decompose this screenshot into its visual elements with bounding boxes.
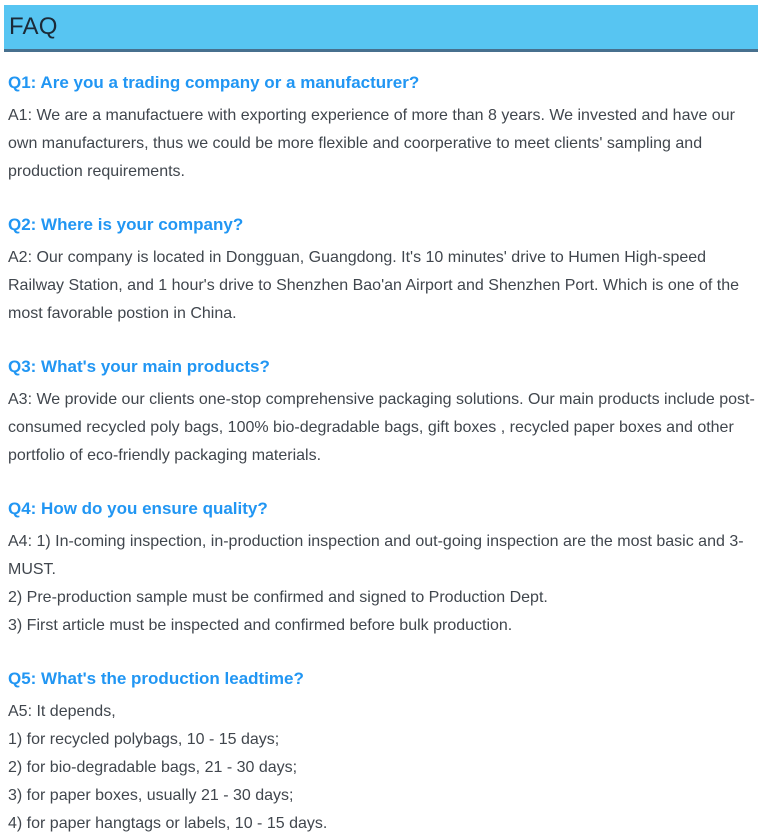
faq-section <box>8 73 755 186</box>
faq-question: Q1: Are you a trading company or a manufacturer? <box>8 73 420 92</box>
answer-paragraph: A3: We provide our clients one-stop comprehensive packaging solutions. Our main products include post-consumed recycled poly bags, 100% bio-degradable bags, gift boxes , recycled paper boxes and other portfolio of eco-friendly packaging materials. <box>8 391 755 464</box>
faq-section <box>8 357 755 470</box>
answer-paragraph: 4) for paper hangtags or labels, 10 - 15 days. <box>8 815 328 832</box>
faq-section <box>8 499 755 640</box>
faq-answer <box>8 244 755 328</box>
answer-paragraph: A2: Our company is located in Dongguan, Guangdong. It's 10 minutes' drive to Humen High-speed Railway Station, and 1 hour's drive to Shenzhen Bao'an Airport and Shenzhen Port. Which is one of the most favorable postion in China. <box>8 249 739 322</box>
faq-header-bar <box>4 5 758 52</box>
answer-paragraph: 2) Pre-production sample must be confirmed and signed to Production Dept. <box>8 589 548 606</box>
page-title: FAQ <box>9 13 58 40</box>
faq-question: Q2: Where is your company? <box>8 215 244 234</box>
faq-answer <box>8 528 755 640</box>
faq-page <box>0 5 765 832</box>
answer-paragraph: 2) for bio-degradable bags, 21 - 30 days; <box>8 759 298 776</box>
faq-answer <box>8 386 755 470</box>
answer-paragraph: A4: 1) In-coming inspection, in-production inspection and out-going inspection are the most basic and 3-MUST. <box>8 533 744 578</box>
answer-paragraph: 3) for paper boxes, usually 21 - 30 days; <box>8 787 294 804</box>
answer-paragraph: 1) for recycled polybags, 10 - 15 days; <box>8 731 280 748</box>
faq-question: Q5: What's the production leadtime? <box>8 669 304 688</box>
faq-question: Q4: How do you ensure quality? <box>8 499 268 518</box>
faq-list <box>0 73 765 838</box>
faq-answer <box>8 698 755 838</box>
answer-paragraph: A1: We are a manufactuere with exporting experience of more than 8 years. We invested and have our own manufacturers, thus we could be more flexible and coorperative to meet clients' sampling and production requirements. <box>8 107 735 180</box>
faq-answer <box>8 102 755 186</box>
faq-question: Q3: What's your main products? <box>8 357 270 376</box>
answer-paragraph: A5: It depends, <box>8 703 116 720</box>
answer-paragraph: 3) First article must be inspected and confirmed before bulk production. <box>8 617 513 634</box>
faq-section <box>8 669 755 838</box>
faq-section <box>8 215 755 328</box>
